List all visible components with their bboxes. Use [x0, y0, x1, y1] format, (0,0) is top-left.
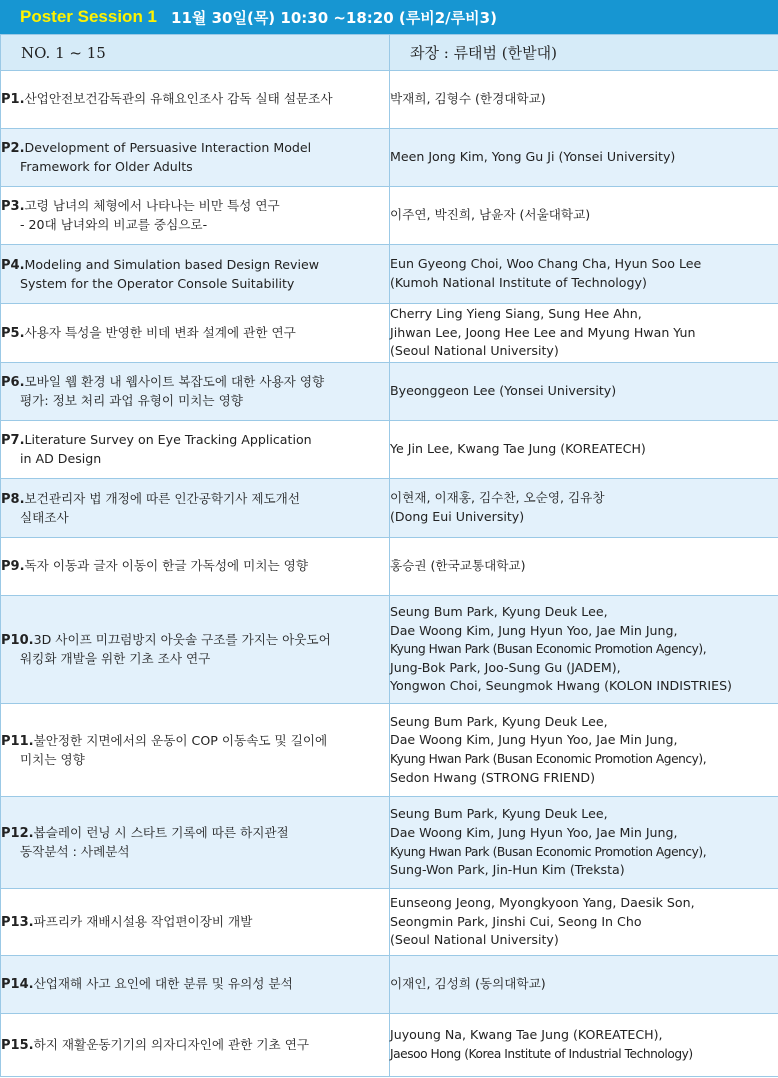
- poster-number: P11.: [1, 733, 34, 749]
- author-line: Seung Bum Park, Kyung Deuk Lee,: [390, 604, 608, 620]
- author-line: 이주연, 박진희, 남윤자 (서울대학교): [390, 207, 591, 223]
- poster-title-line: [1, 490, 389, 509]
- poster-title-text: 독자 이동과 글자 이동이 한글 가독성에 미치는 영향: [24, 558, 309, 573]
- poster-authors-cell: [390, 956, 778, 1014]
- author-line: Seongmin Park, Jinshi Cui, Seong In Cho: [390, 913, 642, 929]
- poster-authors-cell: [390, 187, 778, 245]
- author-line: Eunseong Jeong, Myongkyoon Yang, Daesik Son,: [390, 895, 695, 911]
- poster-number: P15.: [1, 1037, 34, 1053]
- author-line: Dae Woong Kim, Jung Hyun Yoo, Jae Min Jung,: [390, 732, 678, 748]
- author-line: Dae Woong Kim, Jung Hyun Yoo, Jae Min Jung,: [390, 824, 678, 840]
- poster-number: P13.: [1, 914, 34, 930]
- poster-row: [1, 797, 778, 889]
- poster-row: [1, 538, 778, 596]
- poster-authors-cell: [390, 71, 778, 129]
- poster-title-cell: [1, 304, 390, 363]
- poster-title-line: 동작분석 : 사례분석: [20, 844, 130, 859]
- poster-title-text: 모바일 웹 환경 내 웹사이트 복잡도에 대한 사용자 영향: [24, 374, 325, 389]
- author-line: Jihwan Lee, Joong Hee Lee and Myung Hwan Yun: [390, 324, 696, 340]
- poster-title-cell: [1, 245, 390, 304]
- author-line: Cherry Ling Yieng Siang, Sung Hee Ahn,: [390, 306, 642, 322]
- poster-number: P7.: [1, 433, 25, 448]
- poster-title-line: [1, 913, 389, 932]
- chair-header: 좌장 : 류태범 (한밭대): [390, 35, 778, 71]
- poster-row: [1, 704, 778, 797]
- poster-row: [1, 129, 778, 187]
- poster-title-line: [1, 1036, 389, 1055]
- poster-title-line: [1, 90, 389, 109]
- poster-row: [1, 245, 778, 304]
- poster-number: P8.: [1, 491, 25, 507]
- poster-number: P5.: [1, 325, 25, 341]
- poster-title-text: 봅슬레이 런닝 시 스타트 기록에 따른 하지관절: [33, 825, 289, 840]
- poster-title-line: [1, 431, 389, 450]
- poster-title-text: 하지 재활운동기기의 의자디자인에 관한 기초 연구: [33, 1036, 310, 1052]
- poster-title-line: Framework for Older Adults: [20, 159, 193, 174]
- poster-title-line: [1, 197, 389, 216]
- poster-title-cell: [1, 71, 390, 129]
- poster-title-line: in AD Design: [20, 451, 102, 466]
- poster-title-cell: [1, 956, 390, 1014]
- author-line: 홍승권 (한국교통대학교): [390, 558, 526, 574]
- poster-title-text: 3D 사이프 미끄럼방지 아웃솔 구조를 가지는 아웃도어: [33, 632, 331, 647]
- poster-table: [0, 34, 778, 1077]
- poster-title-line: 미치는 영향: [20, 751, 85, 767]
- table-header-row: [1, 35, 778, 71]
- poster-number: P4.: [1, 257, 25, 273]
- poster-authors-cell: [390, 596, 778, 704]
- poster-title-line: [1, 824, 389, 843]
- author-line: Seung Bum Park, Kyung Deuk Lee,: [390, 713, 608, 729]
- poster-title-line: System for the Operator Console Suitability: [20, 275, 295, 291]
- poster-title-text: 사용자 특성을 반영한 비데 변좌 설계에 관한 연구: [24, 324, 296, 340]
- author-line: (Seoul National University): [390, 932, 559, 948]
- author-line: (Kumoh National Institute of Technology): [390, 275, 647, 290]
- poster-title-text: Modeling and Simulation based Design Review: [24, 256, 320, 272]
- poster-authors-cell: [390, 538, 778, 596]
- author-line: Meen Jong Kim, Yong Gu Ji (Yonsei University): [390, 149, 676, 165]
- author-line: Eun Gyeong Choi, Woo Chang Cha, Hyun Soo Lee: [390, 256, 702, 272]
- poster-number: P6.: [1, 375, 25, 390]
- poster-row: [1, 1014, 778, 1077]
- poster-number: P14.: [1, 977, 34, 992]
- poster-title-line: 실태조사: [20, 509, 69, 525]
- poster-title-cell: [1, 421, 390, 479]
- poster-title-cell: [1, 596, 390, 704]
- author-line: Sung-Won Park, Jin-Hun Kim (Treksta): [390, 862, 625, 878]
- poster-authors-cell: [390, 1014, 778, 1077]
- author-line: Kyung Hwan Park (Busan Economic Promotion Agency),: [390, 844, 707, 859]
- number-range-header: NO. 1 ~ 15: [1, 35, 390, 71]
- poster-title-line: 평가: 정보 처리 과업 유형이 미치는 영향: [20, 393, 243, 408]
- author-line: Sedon Hwang (STRONG FRIEND): [390, 769, 596, 785]
- poster-title-text: 산업안전보건감독관의 유해요인조사 감독 실태 설문조사: [24, 91, 333, 106]
- poster-authors-cell: [390, 363, 778, 421]
- author-line: (Dong Eui University): [390, 509, 525, 524]
- poster-authors-cell: [390, 479, 778, 538]
- poster-title-text: 산업재해 사고 요인에 대한 분류 및 유의성 분석: [33, 976, 293, 991]
- poster-authors-cell: [390, 797, 778, 889]
- poster-number: P9.: [1, 559, 25, 574]
- session-title: Poster Session 1: [20, 7, 158, 26]
- poster-title-line: - 20대 남녀와의 비교를 중심으로-: [20, 217, 208, 232]
- poster-title-cell: [1, 704, 390, 797]
- poster-title-text: 고령 남녀의 체형에서 나타나는 비만 특성 연구: [24, 198, 280, 213]
- poster-row: [1, 363, 778, 421]
- author-line: Byeonggeon Lee (Yonsei University): [390, 383, 617, 399]
- author-line: 이재인, 김성희 (동의대학교): [390, 976, 546, 992]
- poster-number: P2.: [1, 141, 25, 156]
- poster-number: P3.: [1, 199, 25, 214]
- poster-authors-cell: [390, 704, 778, 797]
- poster-title-line: 워킹화 개발을 위한 기초 조사 연구: [20, 651, 211, 666]
- poster-title-text: 파프리카 재배시설용 작업편이장비 개발: [33, 913, 253, 929]
- poster-title-text: 보건관리자 법 개정에 따른 인간공학기사 제도개선: [24, 490, 301, 506]
- author-line: 이현재, 이재홍, 김수찬, 오순영, 김유창: [390, 490, 605, 506]
- poster-title-text: Literature Survey on Eye Tracking Application: [24, 432, 312, 447]
- author-line: (Seoul National University): [390, 343, 559, 359]
- poster-row: [1, 596, 778, 704]
- poster-title-text: Development of Persuasive Interaction Model: [24, 140, 312, 155]
- poster-title-line: [1, 373, 389, 392]
- author-line: Kyung Hwan Park (Busan Economic Promotion Agency),: [390, 752, 707, 766]
- poster-title-cell: [1, 538, 390, 596]
- poster-row: [1, 71, 778, 129]
- poster-authors-cell: [390, 421, 778, 479]
- poster-row: [1, 956, 778, 1014]
- poster-title-cell: [1, 363, 390, 421]
- poster-authors-cell: [390, 245, 778, 304]
- poster-row: [1, 889, 778, 956]
- poster-title-text: 불안정한 지면에서의 운동이 COP 이동속도 및 길이에: [33, 732, 328, 748]
- poster-title-cell: [1, 889, 390, 956]
- author-line: Seung Bum Park, Kyung Deuk Lee,: [390, 806, 608, 822]
- poster-title-cell: [1, 797, 390, 889]
- poster-title-cell: [1, 129, 390, 187]
- session-datetime-location: 11월 30일(목) 10:30 ~18:20 (루비2/루비3): [171, 8, 497, 27]
- poster-title-line: [1, 732, 389, 751]
- poster-authors-cell: [390, 129, 778, 187]
- poster-row: [1, 421, 778, 479]
- poster-authors-cell: [390, 889, 778, 956]
- poster-title-cell: [1, 187, 390, 245]
- poster-title-line: [1, 975, 389, 994]
- poster-title-line: [1, 139, 389, 158]
- poster-title-cell: [1, 1014, 390, 1077]
- poster-row: [1, 304, 778, 363]
- poster-rows: [1, 71, 778, 1077]
- author-line: Dae Woong Kim, Jung Hyun Yoo, Jae Min Jung,: [390, 622, 678, 638]
- author-line: Yongwon Choi, Seungmok Hwang (KOLON INDISTRIES): [390, 678, 732, 694]
- author-line: 박재희, 김형수 (한경대학교): [390, 91, 546, 107]
- author-line: Jaesoo Hong (Korea Institute of Industrial Technology): [390, 1047, 693, 1061]
- poster-title-line: [1, 557, 389, 576]
- poster-title-line: [1, 631, 389, 650]
- poster-number: P12.: [1, 826, 34, 841]
- author-line: Juyoung Na, Kwang Tae Jung (KOREATECH),: [390, 1027, 663, 1043]
- session-banner: [0, 0, 778, 34]
- poster-number: P1.: [1, 92, 25, 107]
- poster-title-cell: [1, 479, 390, 538]
- poster-row: [1, 187, 778, 245]
- author-line: Jung-Bok Park, Joo-Sung Gu (JADEM),: [390, 659, 621, 675]
- author-line: Kyung Hwan Park (Busan Economic Promotion Agency),: [390, 642, 707, 657]
- author-line: Ye Jin Lee, Kwang Tae Jung (KOREATECH): [390, 441, 646, 457]
- poster-title-line: [1, 256, 389, 275]
- poster-title-line: [1, 324, 389, 343]
- poster-row: [1, 479, 778, 538]
- poster-authors-cell: [390, 304, 778, 363]
- poster-number: P10.: [1, 633, 34, 648]
